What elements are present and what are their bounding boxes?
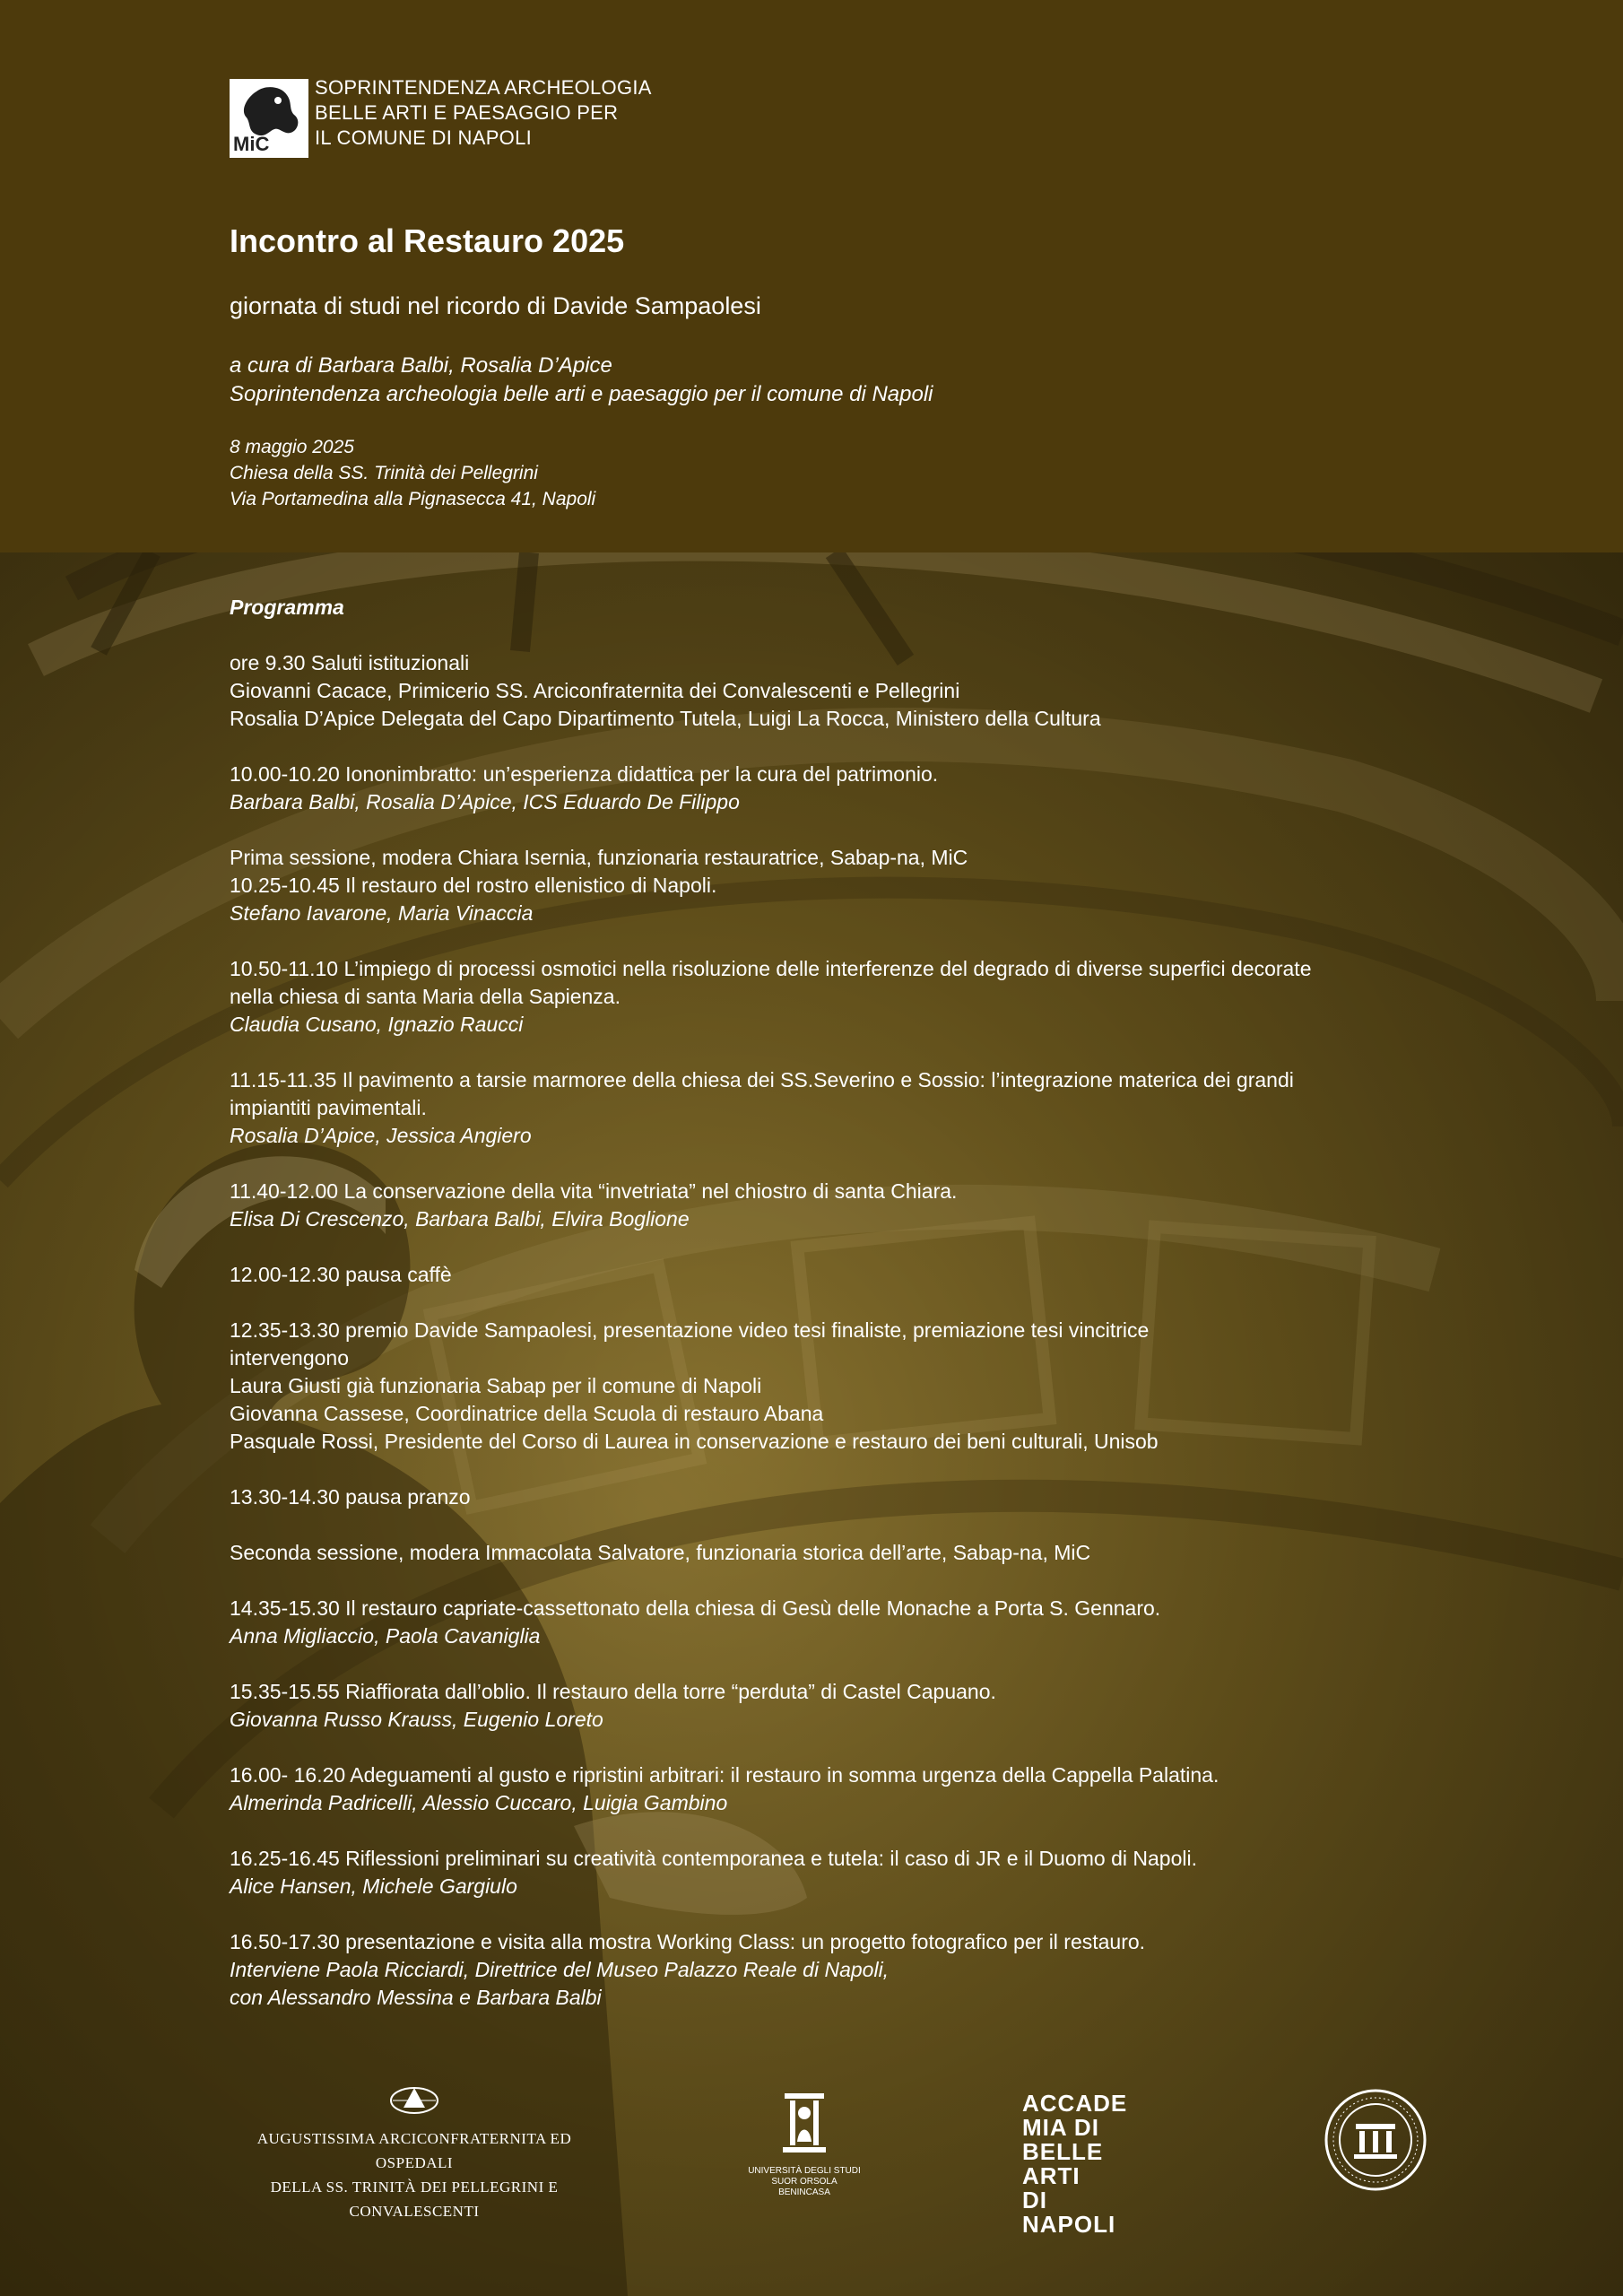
- spacer: [230, 1039, 1521, 1066]
- org-name-line: SOPRINTENDENZA ARCHEOLOGIA: [315, 76, 652, 99]
- partner-round-seal: [1324, 2088, 1428, 2192]
- program-item: 13.30-14.30 pausa pranzo: [230, 1485, 471, 1509]
- spacer: [230, 1233, 1521, 1261]
- trinity-emblem-icon: [389, 2081, 439, 2117]
- program-item: 11.40-12.00 La conservazione della vita “invetriata” nel chiostro di santa Chiara.: [230, 1179, 958, 1203]
- program-speakers: Almerinda Padricelli, Alessio Cuccaro, Luigia Gambino: [230, 1791, 728, 1814]
- program-heading: Programma: [230, 596, 344, 619]
- program-item: nella chiesa di santa Maria della Sapienza.: [230, 985, 621, 1008]
- program-speakers: Rosalia D’Apice, Jessica Angiero: [230, 1124, 532, 1147]
- seal-emblem-icon: [1324, 2088, 1428, 2192]
- program-speakers: Interviene Paola Ricciardi, Direttrice del Museo Palazzo Reale di Napoli,: [230, 1958, 890, 1981]
- spacer: [230, 1456, 1521, 1483]
- spacer: [230, 1511, 1521, 1539]
- partner-arciconfraternita-name: AUGUSTISSIMA ARCICONFRATERNITA ED OSPEDALI DELLA SS. TRINITÀ DEI PELLEGRINI E CONVALESCENTI: [256, 2130, 572, 2220]
- program-speakers: con Alessandro Messina e Barbara Balbi: [230, 1986, 602, 2009]
- program-item: 16.25-16.45 Riflessioni preliminari su creatività contemporanea e tutela: il caso di JR e il Duomo di Napoli.: [230, 1847, 1197, 1870]
- partner-logos: [0, 2081, 1623, 2238]
- org-name-line: IL COMUNE DI NAPOLI: [315, 126, 533, 149]
- partner-arciconfraternita: [235, 2081, 594, 2223]
- spacer: [230, 1734, 1521, 1761]
- program-item: Prima sessione, modera Chiara Isernia, funzionaria restauratrice, Sabap-na, MiC: [230, 846, 968, 869]
- mic-logo-text: MiC: [233, 133, 270, 155]
- program-item: Seconda sessione, modera Immacolata Salvatore, funzionaria storica dell’arte, Sabap-na, MiC: [230, 1541, 1091, 1564]
- accademia-logo-line: BELLE ARTI: [1022, 2138, 1104, 2189]
- spacer: [230, 816, 1521, 844]
- spacer: [230, 1289, 1521, 1317]
- spacer: [230, 1150, 1521, 1178]
- program-item: 11.15-11.35 Il pavimento a tarsie marmoree della chiesa dei SS.Severino e Sossio: l’integrazione materica dei grandi: [230, 1068, 1294, 1091]
- university-emblem-icon: [777, 2090, 831, 2158]
- program-item: Pasquale Rossi, Presidente del Corso di Laurea in conservazione e restauro dei beni culturali, Unisob: [230, 1430, 1159, 1453]
- org-name-line: BELLE ARTI E PAESAGGIO PER: [315, 101, 619, 124]
- program-item: 12.00-12.30 pausa caffè: [230, 1263, 452, 1286]
- program-item: 10.00-10.20 Iononimbratto: un’esperienza didattica per la cura del patrimonio.: [230, 762, 939, 786]
- event-title: Incontro al Restauro 2025: [230, 222, 625, 259]
- spacer: [230, 927, 1521, 955]
- accademia-logo-line: DI NAPOLI: [1022, 2187, 1116, 2238]
- program-speakers: Barbara Balbi, Rosalia D’Apice, ICS Eduardo De Filippo: [230, 790, 740, 813]
- program-item: impiantiti pavimentali.: [230, 1096, 427, 1119]
- accademia-logo-line: MIA DI: [1022, 2114, 1099, 2141]
- header-band: [0, 0, 1623, 552]
- program-speakers: Giovanna Russo Krauss, Eugenio Loreto: [230, 1708, 603, 1731]
- organization-name: [315, 75, 652, 151]
- program-item: 14.35-15.30 Il restauro capriate-cassettonato della chiesa di Gesù delle Monache a Porta S. Gennaro.: [230, 1596, 1161, 1620]
- venue-name: Chiesa della SS. Trinità dei Pellegrini: [230, 463, 538, 483]
- venue-address: Via Portamedina alla Pignasecca 41, Napoli: [230, 489, 596, 509]
- partner-suor-orsola: [737, 2090, 872, 2198]
- program-speakers: Claudia Cusano, Ignazio Raucci: [230, 1013, 524, 1036]
- program-item: 16.00- 16.20 Adeguamenti al gusto e ripristini arbitrari: il restauro in somma urgenza della Cappella Palatina.: [230, 1763, 1219, 1787]
- accademia-logo-line: ACCADE: [1022, 2090, 1128, 2117]
- curators-line: a cura di Barbara Balbi, Rosalia D’Apice: [230, 353, 612, 378]
- spacer: [230, 1650, 1521, 1678]
- spacer: [230, 1817, 1521, 1845]
- program-speakers: Elisa Di Crescenzo, Barbara Balbi, Elvira Boglione: [230, 1207, 690, 1231]
- program-item: Rosalia D’Apice Delegata del Capo Dipartimento Tutela, Luigi La Rocca, Ministero della Cultura: [230, 707, 1101, 730]
- program-item: Laura Giusti già funzionaria Sabap per il comune di Napoli: [230, 1374, 762, 1397]
- curators: [230, 352, 933, 409]
- spacer: [230, 622, 1521, 649]
- spacer: [230, 1567, 1521, 1595]
- spacer: [230, 733, 1521, 761]
- program-item: ore 9.30 Saluti istituzionali: [230, 651, 470, 674]
- program-item: 10.50-11.10 L’impiego di processi osmotici nella risoluzione delle interferenze del degrado di diverse superfici decorate: [230, 957, 1312, 980]
- program-item: 15.35-15.55 Riaffiorata dall’oblio. Il restauro della torre “perduta” di Castel Capuano.: [230, 1680, 996, 1703]
- program-list: [230, 649, 1521, 2012]
- program-item: Giovanni Cacace, Primicerio SS. Arciconfraternita dei Convalescenti e Pellegrini: [230, 679, 960, 702]
- program-speakers: Anna Migliaccio, Paola Cavaniglia: [230, 1624, 541, 1648]
- program-speakers: Alice Hansen, Michele Gargiulo: [230, 1874, 517, 1898]
- spacer: [230, 1900, 1521, 1928]
- program-item: Giovanna Cassese, Coordinatrice della Scuola di restauro Abana: [230, 1402, 824, 1425]
- venue-info: [230, 434, 595, 512]
- program-item: 16.50-17.30 presentazione e visita alla mostra Working Class: un progetto fotografico per il restauro.: [230, 1930, 1146, 1953]
- curators-line: Soprintendenza archeologia belle arti e paesaggio per il comune di Napoli: [230, 382, 933, 406]
- mic-logo: [230, 79, 308, 158]
- partner-suor-orsola-name: UNIVERSITÀ DEGLI STUDI SUOR ORSOLA BENINCASA: [748, 2166, 861, 2197]
- program-speakers: Stefano Iavarone, Maria Vinaccia: [230, 901, 534, 925]
- program-item: intervengono: [230, 1346, 349, 1370]
- program: [230, 594, 1521, 2012]
- event-subtitle: giornata di studi nel ricordo di Davide Sampaolesi: [230, 292, 761, 319]
- partner-accademia-belle-arti: [1022, 2092, 1130, 2237]
- program-item: 12.35-13.30 premio Davide Sampaolesi, presentazione video tesi finaliste, premiazione tesi vincitrice: [230, 1318, 1150, 1342]
- event-date: 8 maggio 2025: [230, 437, 354, 457]
- program-item: 10.25-10.45 Il restauro del rostro ellenistico di Napoli.: [230, 874, 717, 897]
